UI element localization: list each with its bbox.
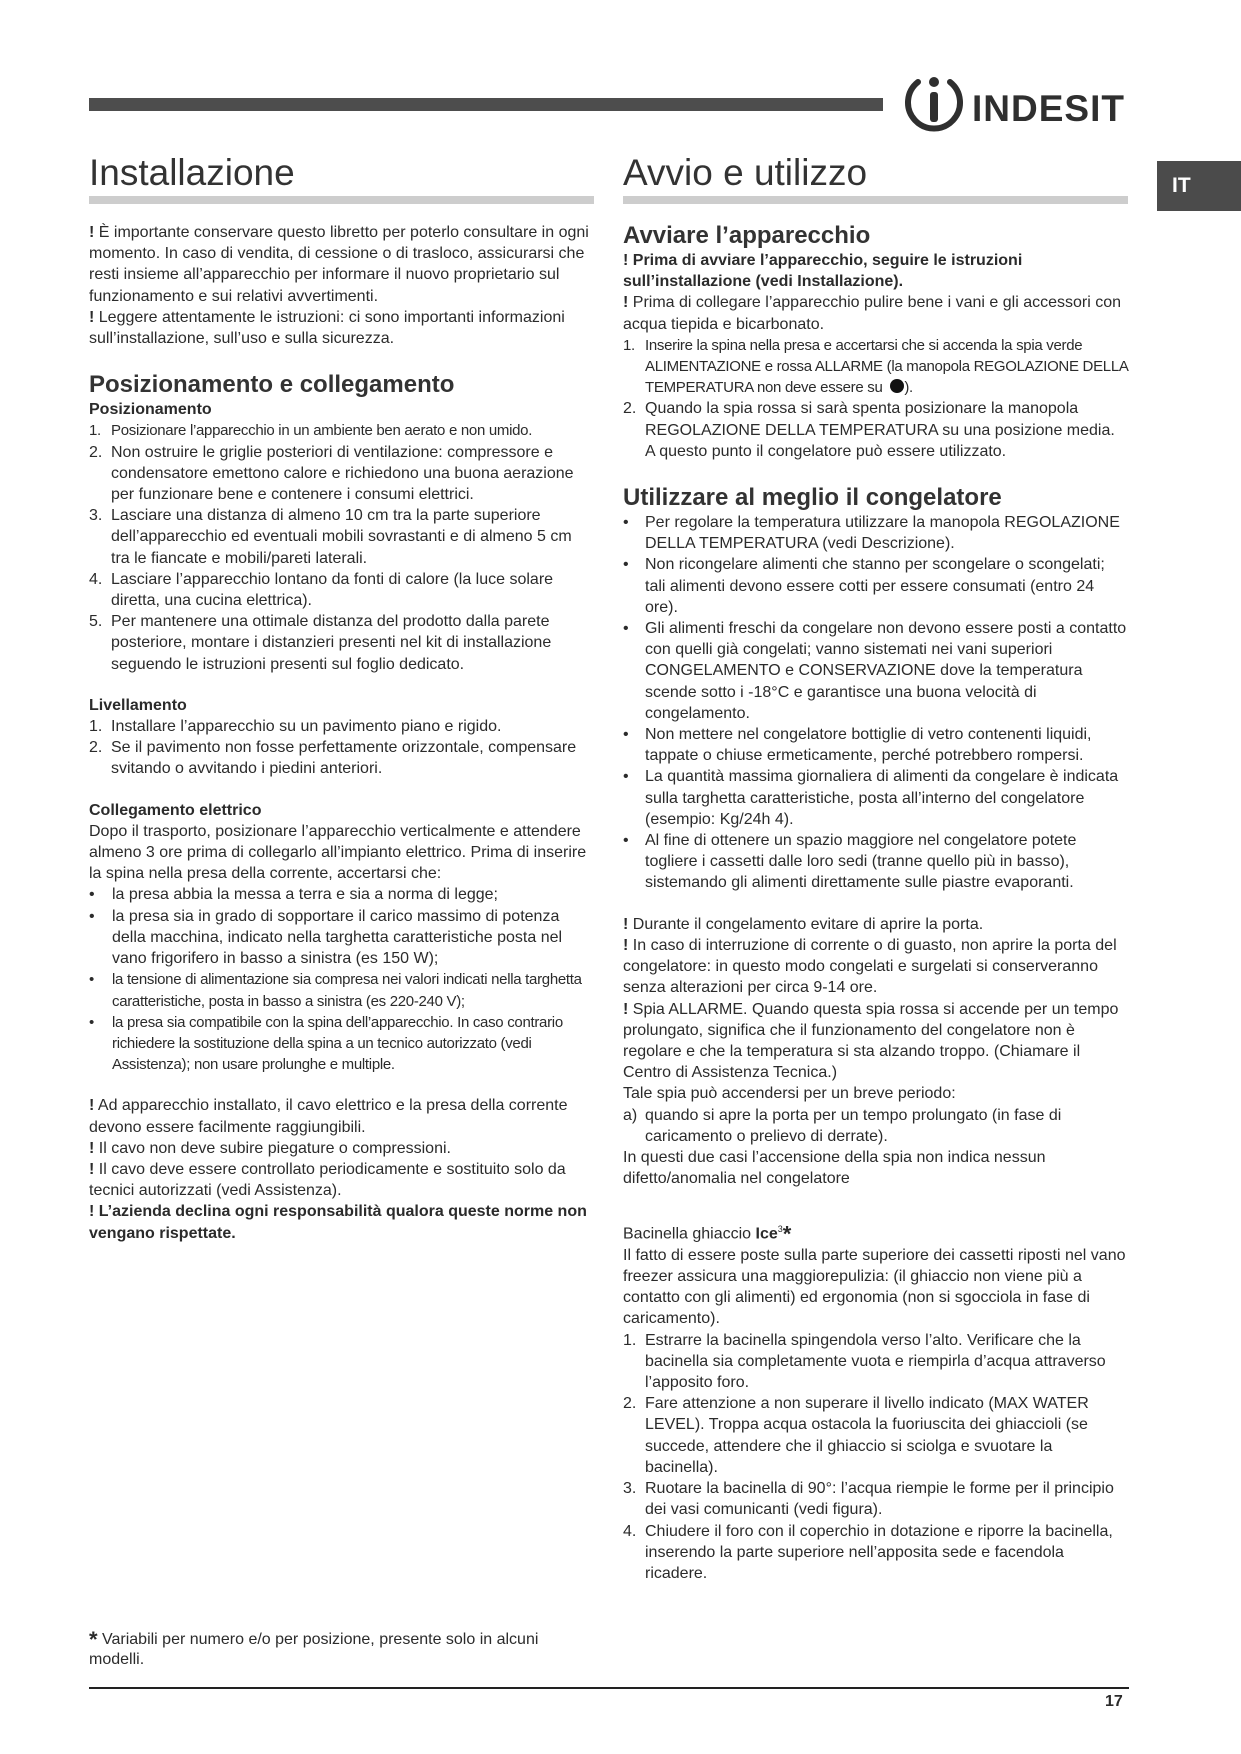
alarm-after-text: In questi due casi l’accensione della spia non indica nessun difetto/anomalia nel congelatore <box>623 1148 1046 1188</box>
footer-rule <box>89 1687 1129 1689</box>
list-item: 1. Estrarre la bacinella spingendola verso l’alto. Verificare che la bacinella sia completamente vuota e riempirla d’acqua attraverso l’apposito foro. <box>623 1331 1106 1392</box>
list-item: • Gli alimenti freschi da congelare non devono essere posti a contatto con quelli già congelati; vanno sistemati nei vani superiori CONGELAMENTO e CONSERVAZIONE dove la temperatura scende sotto i -18°C e garantisce una buona velocità di congelamento. <box>623 620 1127 722</box>
start-appliance-title: Avviare l’apparecchio <box>623 222 871 249</box>
list-item: 3. Lasciare una distanza di almeno 10 cm tra la parte superiore dell’apparecchio ed eventuali mobili sovrastanti e di almeno 5 cm tra le fiancate e mobili/pareti laterali. <box>89 507 572 567</box>
positioning-list <box>89 420 594 674</box>
list-item: • la tensione di alimentazione sia compresa nei valori indicati nella targhetta caratteristiche, posta in basso a sinistra (es 220-240 V); <box>89 971 582 1010</box>
electrical-checklist <box>89 884 594 1075</box>
positioning-subtitle: Posizionamento <box>89 401 212 419</box>
list-item: • Non mettere nel congelatore bottiglie di vetro contenenti liquidi, tappate o chiuse ermeticamente, perché potrebbero rompersi. <box>623 726 1092 765</box>
header-rule <box>89 98 883 111</box>
positioning-section-title: Posizionamento e collegamento <box>89 371 455 399</box>
start-use-title: Avvio e utilizzo <box>623 150 1128 204</box>
footnote: * Variabili per numero e/o per posizione, presente solo in alcuni modelli. <box>89 1627 539 1668</box>
brand-name: INDESIT <box>972 88 1125 129</box>
list-item: • Per regolare la temperatura utilizzare la manopola REGOLAZIONE DELLA TEMPERATURA (vedi Descrizione). <box>623 514 1120 553</box>
brand-logo <box>902 72 1132 144</box>
ice-tray-description: Il fatto di essere poste sulla parte superiore dei cassetti riposti nel vano freezer assicura una maggiorepulizia: (il ghiaccio non viene più a contatto con gli alimenti) ed ergonomia (non si sgocciola in fase di caricamento). <box>623 1246 1126 1328</box>
list-item: • Non ricongelare alimenti che stanno per scongelare o scongelati; tali alimenti devono essere cotti per essere consumati (entro 24 ore). <box>623 556 1105 616</box>
warning-paragraph: ! Ad apparecchio installato, il cavo elettrico e la presa della corrente devono essere facilmente raggiungibili. <box>89 1097 568 1136</box>
list-item: • la presa sia in grado di sopportare il carico massimo di potenza della macchina, indicato nella targhetta caratteristiche posta nel vano frigorifero in basso a sinistra (es 150 W); <box>89 907 563 968</box>
electrical-intro: Dopo il trasporto, posizionare l’apparecchio verticalmente e attendere almeno 3 ore prima di collegarlo all’impianto elettrico. Prima di inserire la spina nella presa della corrente, accertarsi che: <box>89 822 587 883</box>
note-paragraph: ! In caso di interruzione di corrente o di guasto, non aprire la porta del congelatore: in questo modo congelati e surgelati si conserveranno senza alterazioni per circa 9-14 ore. <box>623 936 1117 997</box>
leveling-subtitle: Livellamento <box>89 696 187 714</box>
page-number: 17 <box>1105 1693 1123 1710</box>
list-item: 5. Per mantenere una ottimale distanza del prodotto dalla parete posteriore, montare i distanzieri presenti nel kit di installazione seguendo le istruzioni presenti sul foglio dedicato. <box>89 613 552 673</box>
warning-paragraph: ! Il cavo non deve subire piegature o compressioni. <box>89 1139 451 1157</box>
list-item: • La quantità massima giornaliera di alimenti da congelare è indicata sulla targhetta caratteristiche, posta all’interno del congelatore (esempio: Kg/24h 4). <box>623 768 1119 828</box>
freezer-tips-list <box>623 512 1128 894</box>
list-item: 2. Quando la spia rossa si sarà spenta posizionare la manopola REGOLAZIONE DELLA TEMPERATURA su una posizione media. A questo punto il congelatore può essere utilizzato. <box>623 400 1115 460</box>
list-item: a) quando si apre la porta per un tempo prolungato (in fase di caricamento o prelievo di derrate). <box>623 1106 1062 1145</box>
list-item: 1. Inserire la spina nella presa e accertarsi che si accenda la spia verde ALIMENTAZIONE e rossa ALLARME (la manopola REGOLAZIONE DELLA TEMPERATURA non deve essere su ). <box>623 336 1128 397</box>
installation-title: Installazione <box>89 150 594 204</box>
list-item: 3. Ruotare la bacinella di 90°: l’acqua riempie le forme per il principio dei vasi comunicanti (vedi figura). <box>623 1480 1114 1519</box>
start-bold-note: ! Prima di avviare l’apparecchio, seguire le istruzioni sull’installazione (vedi Installazione). <box>623 252 1023 291</box>
list-item: • la presa sia compatibile con la spina dell’apparecchio. In caso contrario richiedere la sostituzione della spina a un tecnico autorizzato (vedi Assistenza); non usare prolunghe e multiple. <box>89 1013 563 1074</box>
intro-paragraph: ! È importante conservare questo libretto per poterlo consultare in ogni momento. In caso di vendita, di cessione o di trasloco, assicurarsi che resti insieme all’apparecchio per informare il nuovo proprietario sul funzionamento e sui relativi avvertimenti. <box>89 224 589 305</box>
liability-warning: ! L’azienda declina ogni responsabilità qualora queste norme non vengano rispettate. <box>89 1203 587 1242</box>
list-item: 4. Lasciare l’apparecchio lontano da fonti di calore (la luce solare diretta, una cucina elettrica). <box>89 570 554 610</box>
list-item: • la presa abbia la messa a terra e sia a norma di legge; <box>89 886 498 904</box>
list-item: 2. Fare attenzione a non superare il livello indicato (MAX WATER LEVEL). Troppa acqua ostacola la fuoriuscita dei ghiaccioli (se succede, attendere che il ghiaccio si sciolga e svuotare la bacinella). <box>623 1395 1089 1476</box>
start-steps-list <box>623 335 1128 462</box>
start-note: ! Prima di collegare l’apparecchio pulire bene i vani e gli accessori con acqua tiepida e bicarbonato. <box>623 294 1122 333</box>
list-item: 1. Installare l’apparecchio su un pavimento piano e rigido. <box>89 718 502 736</box>
indesit-logo-icon <box>902 72 966 138</box>
electrical-subtitle: Collegamento elettrico <box>89 801 262 819</box>
ice-tray-title: Bacinella ghiaccio Ice$^3$* <box>623 1221 792 1247</box>
alarm-list <box>623 1105 1128 1147</box>
list-item: 4. Chiudere il foro con il coperchio in dotazione e riporre la bacinella, inserendo la parte superiore nell’apposita sede e facendola ricadere. <box>623 1522 1113 1582</box>
language-tab: IT <box>1157 161 1241 211</box>
installation-column <box>89 150 594 1244</box>
use-freezer-title: Utilizzare al meglio il congelatore <box>623 484 1002 512</box>
alarm-text: Tale spia può accendersi per un breve periodo: <box>623 1085 956 1103</box>
list-item: 2. Non ostruire le griglie posteriori di ventilazione: compressore e condensatore emettono calore e richiedono una buona aerazione per funzionare bene e contenere i consumi elettrici. <box>89 443 574 504</box>
intro-paragraph: ! Leggere attentamente le istruzioni: ci sono importanti informazioni sull’installazione, sull’uso e sulla sicurezza. <box>89 308 565 348</box>
list-item: 1. Posizionare l’apparecchio in un ambiente ben aerato e non umido. <box>89 422 533 440</box>
leveling-list <box>89 716 594 780</box>
note-paragraph: ! Durante il congelamento evitare di aprire la porta. <box>623 915 984 933</box>
alarm-paragraph: ! Spia ALLARME. Quando questa spia rossa si accende per un tempo prolungato, significa che il funzionamento del congelatore non è regolare e che la temperatura si sta alzando troppo. (Chiamare il Centro di Assistenza Tecnica.) <box>623 1000 1119 1082</box>
knob-off-dot-icon <box>890 379 904 393</box>
warning-paragraph: ! Il cavo deve essere controllato periodicamente e sostituito solo da tecnici autorizzati (vedi Assistenza). <box>89 1160 566 1200</box>
list-item: • Al fine di ottenere un spazio maggiore nel congelatore potete togliere i cassetti dalle loro sedi (tranne quello più in basso), sistemando gli alimenti direttamente sulle piastre evaporanti. <box>623 832 1077 892</box>
start-use-column <box>623 150 1128 1584</box>
list-item: 2. Se il pavimento non fosse perfettamente orizzontale, compensare svitando o avvitando i piedini anteriori. <box>89 739 577 778</box>
ice-tray-steps <box>623 1330 1128 1584</box>
